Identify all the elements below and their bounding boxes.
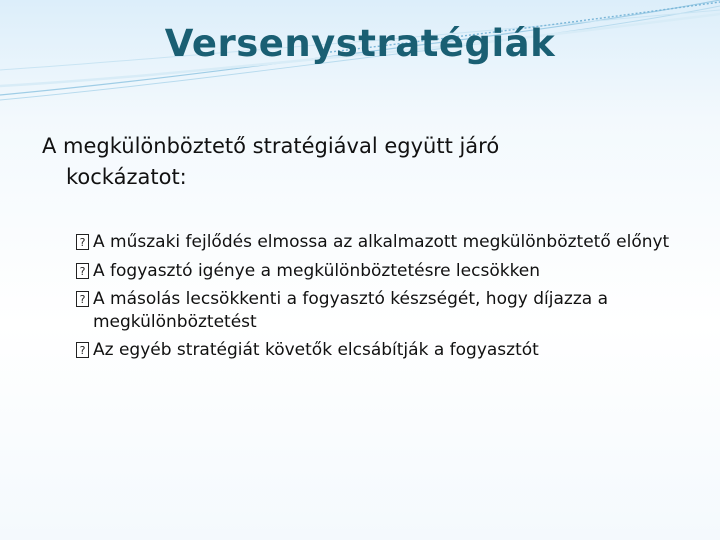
missing-glyph-box-icon (76, 234, 89, 250)
svg-text:?: ? (79, 293, 86, 306)
list-item (76, 260, 696, 283)
bullet-text: A másolás lecsökkenti a fogyasztó készségét, hogy díjazza a megkülönböztetést (93, 289, 608, 332)
bullet-text: A fogyasztó igénye a megkülönböztetésre lecsökken (93, 260, 541, 281)
section-heading (42, 131, 602, 193)
svg-text:?: ? (79, 236, 86, 249)
bullet-text: A műszaki fejlődés elmossa az alkalmazott megkülönböztető előnyt (93, 232, 670, 252)
list-item (76, 288, 696, 333)
missing-glyph-box-icon (76, 342, 89, 358)
missing-glyph-box-icon (76, 263, 89, 279)
missing-glyph-box-icon (76, 291, 89, 307)
list-item (76, 339, 696, 362)
svg-text:?: ? (79, 344, 86, 357)
slide-title: Versenystratégiák (164, 22, 556, 65)
bullet-list (76, 231, 696, 368)
heading-line-2: kockázatot: (66, 165, 187, 189)
heading-line-1: A megkülönböztető stratégiával együtt járó (42, 134, 500, 158)
svg-text:?: ? (79, 264, 86, 278)
list-item (76, 231, 696, 254)
bullet-text: Az egyéb stratégiát követők elcsábítják a fogyasztót (93, 340, 539, 360)
